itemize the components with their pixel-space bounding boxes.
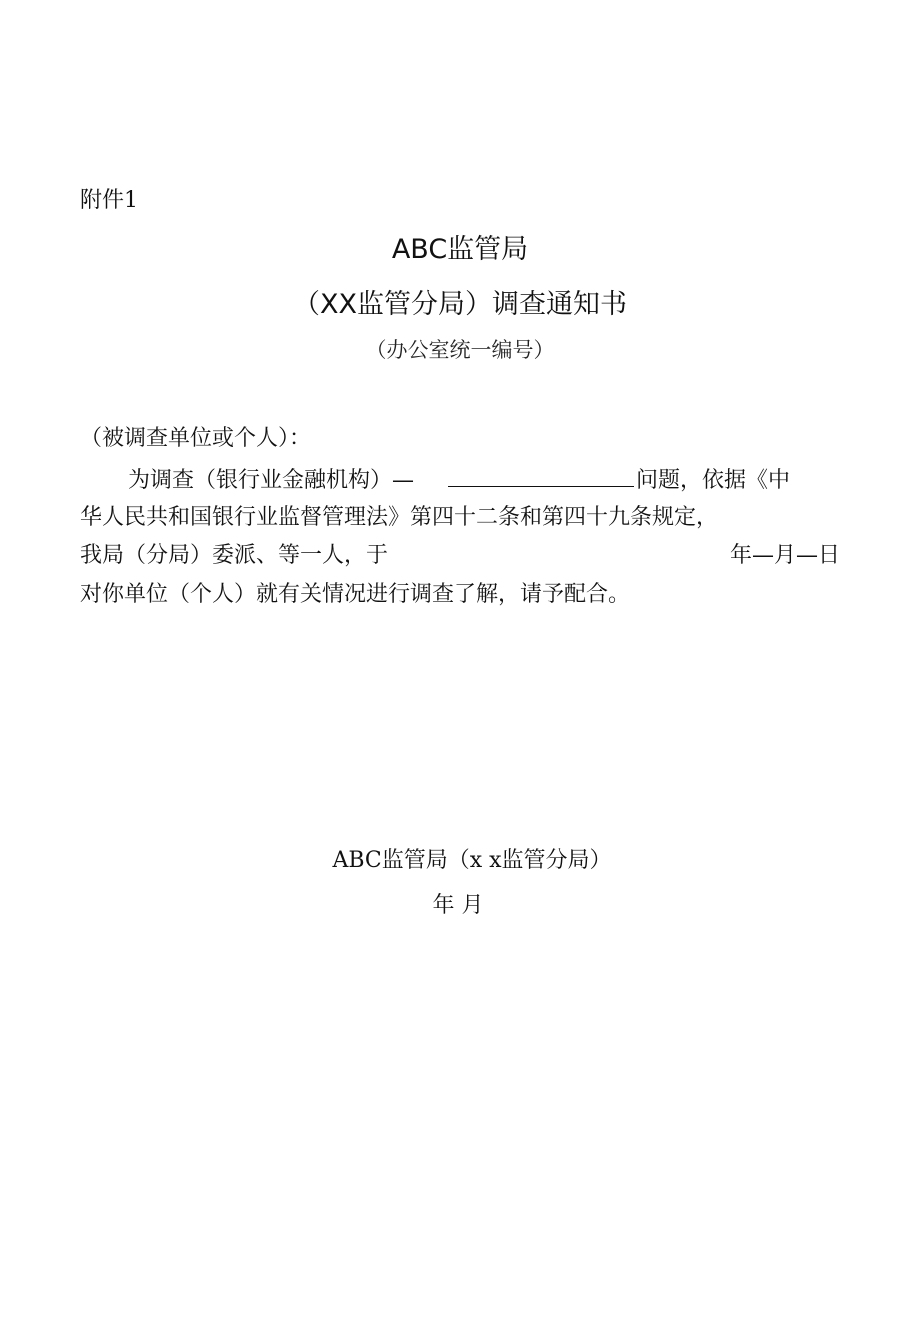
attachment-label: 附件1	[80, 188, 138, 213]
body-line-1-prefix: 为调查（银行业金融机构）—	[128, 468, 415, 493]
body-line-2: 华人民共和国银行业监督管理法》第四十二条和第四十九条规定，	[80, 505, 719, 530]
body-line-1-suffix: 问题，依据《中	[636, 468, 791, 493]
document-title-line1: ABC监管局	[391, 234, 529, 265]
document-number-note: （办公室统一编号）	[365, 338, 555, 362]
fill-in-blank	[448, 464, 634, 487]
signature-organization: ABC监管局（x x监管分局）	[332, 848, 612, 873]
document-title-line2: （XX监管分局）调查通知书	[293, 289, 627, 320]
signature-date: 年 月	[432, 893, 484, 918]
body-line-1	[80, 464, 840, 496]
body-line-3-date: 年—月—日	[729, 543, 840, 568]
body-line-3	[80, 541, 840, 571]
body-line-3-left: 我局（分局）委派、等一人，于	[80, 543, 389, 568]
addressee: （被调查单位或个人）：	[80, 426, 312, 451]
body-line-4: 对你单位（个人）就有关情况进行调查了解，请予配合。	[80, 582, 631, 607]
